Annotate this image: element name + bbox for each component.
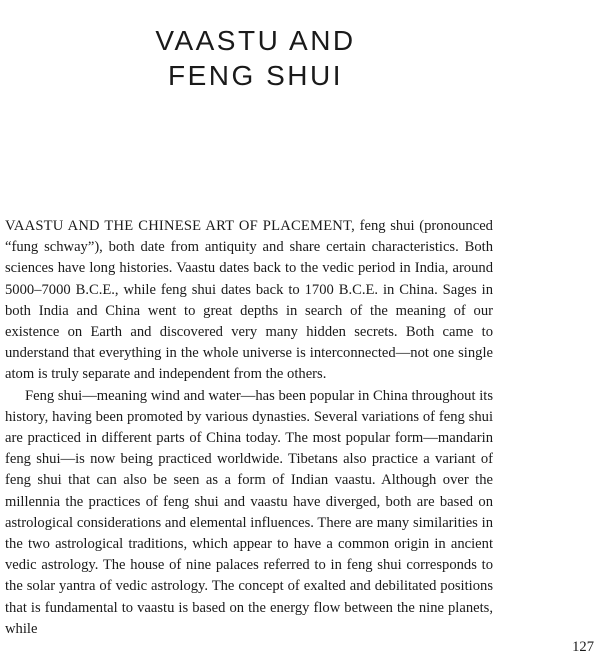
paragraph-1-text: feng shui (pronounced “fung schway”), both date from antiquity and share certain characteristics. Both sciences have long histories. Vaastu dates back to the vedic period in India, around 5000–7000 B.C.E., while feng shui dates back to 1700 B.C.E. in China. Sages in both India and China went to great depths in search of the meaning of our existence on Earth and discovered very many hidden secrets. Both came to understand that everything in the whole universe is interconnected—not one single atom is truly separate and independent from the others. xyxy=(5,218,493,383)
body-text xyxy=(5,216,493,640)
chapter-title-line-1: VAASTU AND xyxy=(155,24,356,56)
paragraph-2: Feng shui—meaning wind and water—has been popular in China throughout its history, having been promoted by various dynasties. Several variations of feng shui are practiced in different parts of China today. The most popular form—mandarin feng shui—is now being practiced worldwide. Tibetans also practice a variant of feng shui that can also be seen as a form of Indian vaastu. Although over the millennia the practices of feng shui and vaastu have diverged, both are based on astrological considerations and elemental influences. There are many similarities in the two astrological traditions, which appear to have a common origin in ancient vedic astrology. The house of nine palaces referred to in feng shui corresponds to the solar yantra of vedic astrology. The concept of exalted and debilitated positions that is fundamental to vaastu is based on the energy flow between the nine planets, while xyxy=(5,387,493,637)
chapter-title-line-2: FENG SHUI xyxy=(168,59,343,91)
chapter-title xyxy=(0,23,511,93)
paragraph-1 xyxy=(5,216,493,386)
page-number: 127 xyxy=(572,639,594,655)
paragraph-lead-in: VAASTU AND THE CHINESE ART OF PLACEMENT, xyxy=(5,218,355,234)
